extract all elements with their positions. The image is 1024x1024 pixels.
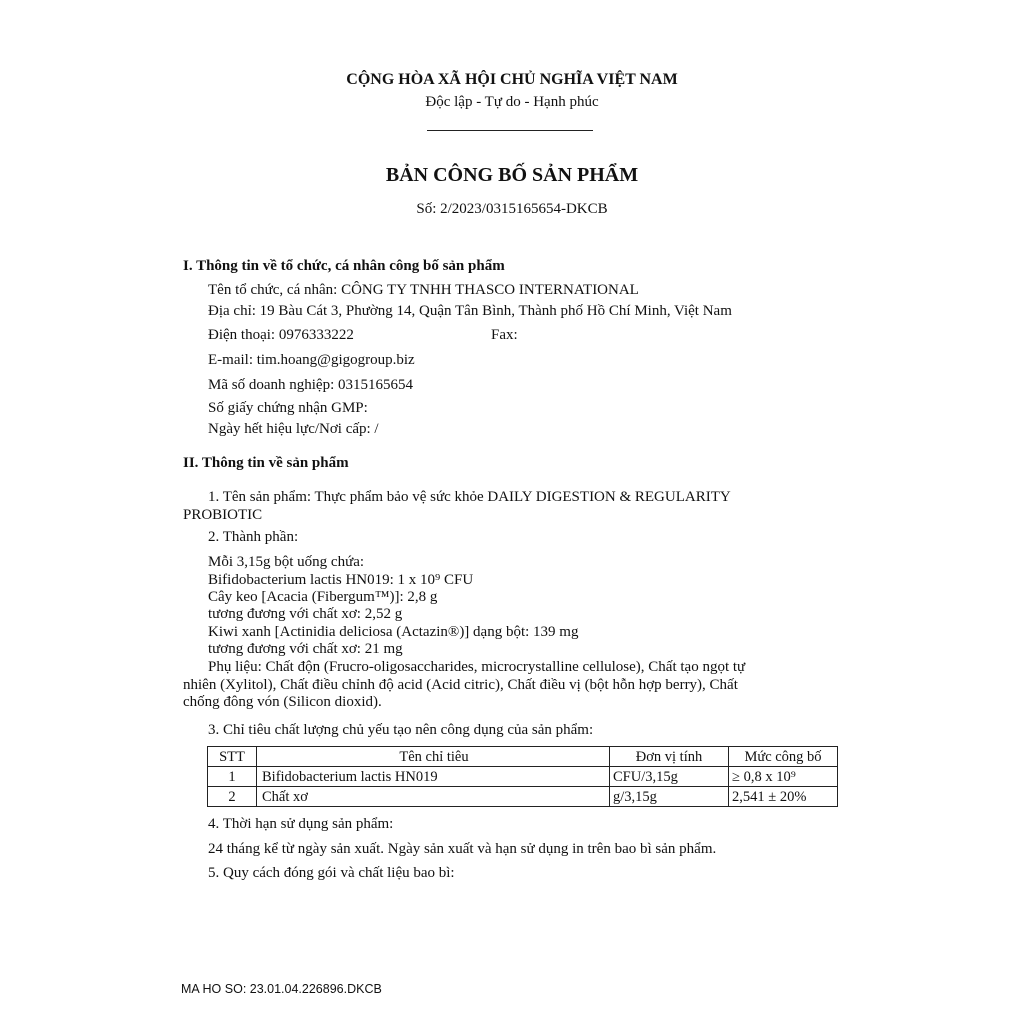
shelf-life-text: 24 tháng kể từ ngày sản xuất. Ngày sản xuất và hạn sử dụng in trên bao bì sản phẩm. (208, 841, 717, 857)
shelf-life-heading: 4. Thời hạn sử dụng sản phẩm: (208, 816, 394, 832)
column-header-name: Tên chỉ tiêu (257, 747, 610, 767)
composition-line: tương đương với chất xơ: 2,52 g (208, 606, 403, 622)
cell-name: Chất xơ (257, 787, 610, 807)
table-row (208, 767, 838, 787)
cell-name: Bifidobacterium lactis HN019 (257, 767, 610, 787)
composition-line: tương đương với chất xơ: 21 mg (208, 641, 403, 657)
cell-unit: g/3,15g (610, 787, 729, 807)
section1-heading: I. Thông tin về tổ chức, cá nhân công bố sản phẩm (183, 258, 505, 274)
gmp-number: Số giấy chứng nhận GMP: (208, 400, 368, 416)
file-code: MA HO SO: 23.01.04.226896.DKCB (181, 982, 382, 996)
org-address: Địa chỉ: 19 Bàu Cát 3, Phường 14, Quận Tân Bình, Thành phố Hồ Chí Minh, Việt Nam (208, 303, 732, 319)
cell-level: 2,541 ± 20% (729, 787, 838, 807)
quality-heading: 3. Chỉ tiêu chất lượng chủ yếu tạo nên công dụng của sản phẩm: (208, 722, 594, 738)
org-email: E-mail: tim.hoang@gigogroup.biz (208, 352, 415, 368)
composition-heading: 2. Thành phần: (208, 529, 299, 545)
table-row (208, 787, 838, 807)
document-title: BẢN CÔNG BỐ SẢN PHẨM (385, 164, 639, 186)
republic-heading: CỘNG HÒA XÃ HỘI CHỦ NGHĨA VIỆT NAM (346, 71, 678, 88)
cell-level: ≥ 0,8 x 10⁹ (729, 767, 838, 787)
org-fax: Fax: (491, 327, 518, 343)
excipients-line3: chống đông vón (Silicon dioxid). (183, 694, 382, 710)
column-header-stt: STT (208, 747, 257, 767)
composition-line: Bifidobacterium lactis HN019: 1 x 10⁹ CFU (208, 572, 474, 588)
excipients-line2: nhiên (Xylitol), Chất điều chỉnh độ acid (Acid citric), Chất điều vị (bột hỗn hợp berry), Chất (183, 677, 738, 693)
composition-line: Kiwi xanh [Actinidia deliciosa (Actazin®)] dạng bột: 139 mg (208, 624, 579, 640)
packaging-heading: 5. Quy cách đóng gói và chất liệu bao bì: (208, 865, 455, 881)
motto: Độc lập - Tự do - Hạnh phúc (425, 94, 599, 110)
business-code: Mã số doanh nghiệp: 0315165654 (208, 377, 413, 393)
column-header-level: Mức công bố (729, 747, 838, 767)
section2-heading: II. Thông tin về sản phẩm (183, 455, 349, 471)
org-phone: Điện thoại: 0976333222 (208, 327, 354, 343)
header-divider (427, 130, 593, 131)
cell-stt: 1 (208, 767, 257, 787)
composition-line: Cây keo [Acacia (Fibergum™)]: 2,8 g (208, 589, 438, 605)
table-header-row (208, 747, 838, 767)
cell-unit: CFU/3,15g (610, 767, 729, 787)
composition-line: Mỗi 3,15g bột uống chứa: (208, 554, 365, 570)
quality-table (207, 746, 838, 807)
document-number: Số: 2/2023/0315165654-DKCB (416, 201, 608, 217)
product-name-line1: 1. Tên sản phẩm: Thực phẩm bảo vệ sức khỏe DAILY DIGESTION & REGULARITY (208, 489, 731, 505)
product-name-line2: PROBIOTIC (183, 507, 263, 523)
cell-stt: 2 (208, 787, 257, 807)
excipients-line1: Phụ liệu: Chất độn (Frucro-oligosaccharides, microcrystalline cellulose), Chất tạo ngọt tự (208, 659, 746, 675)
expiry-issuer: Ngày hết hiệu lực/Nơi cấp: / (208, 421, 379, 437)
org-name: Tên tổ chức, cá nhân: CÔNG TY TNHH THASCO INTERNATIONAL (208, 282, 639, 298)
column-header-unit: Đơn vị tính (610, 747, 729, 767)
